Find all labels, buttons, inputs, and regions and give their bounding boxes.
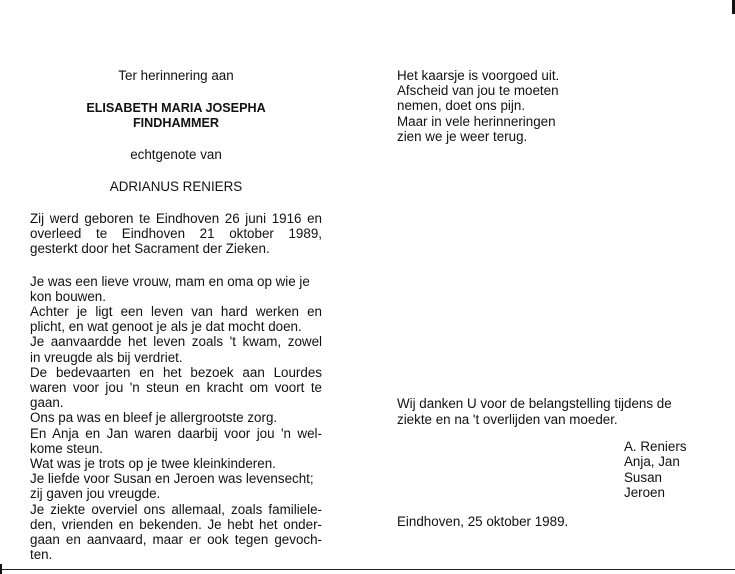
signatory: Jeroen <box>624 485 665 501</box>
signatory: Susan <box>624 469 662 485</box>
poem-line: Maar in vele herinneringen <box>397 113 556 129</box>
memory-line: gaan. <box>30 395 64 411</box>
memory-line: De bedevaarten en het bezoek aan Lourdes <box>30 364 322 380</box>
bottom-divider <box>0 569 735 570</box>
spouse-label: echtgenote van <box>130 147 222 162</box>
poem-line: Het kaarsje is voorgoed uit. <box>397 68 560 83</box>
thanks-message <box>397 396 689 427</box>
bottom-crop-mark <box>0 564 2 574</box>
memory-line: ten. <box>30 547 53 563</box>
poem-line: Afscheid van jou te moeten <box>397 83 559 99</box>
deceased-name-line-2: FINDHAMMER <box>132 116 220 130</box>
memory-line: Je was een lieve vrouw, mam en oma op wie je <box>30 273 310 289</box>
spouse-name: ADRIANUS RENIERS <box>109 179 243 194</box>
memory-line: waren voor jou 'n steun en kracht om voort te <box>30 380 322 396</box>
memory-line: plicht, en wat genoot je als je dat mocht doen. <box>30 319 302 335</box>
deceased-name-line-1: ELISABETH MARIA JOSEPHA <box>86 101 266 115</box>
memory-line: Ons pa was en bleef je allergrootste zorg. <box>30 410 278 426</box>
poem-line: zien we je weer terug. <box>397 128 528 144</box>
birth-line: gesterkt door het Sacrament der Zieken. <box>30 241 270 257</box>
memory-line: zij gaven jou vreugde. <box>30 486 161 502</box>
poem <box>397 68 697 144</box>
poem-line: nemen, doet ons pijn. <box>397 98 526 114</box>
birth-death-paragraph <box>30 211 322 257</box>
memory-line: Je liefde voor Susan en Jeroen was levensecht; <box>30 471 314 487</box>
memory-line: den, vrienden en bekenden. Je hebt het onder- <box>30 516 322 532</box>
thanks-line: ziekte en na 't overlijden van moeder. <box>397 411 618 427</box>
memory-line: En Anja en Jan waren daarbij voor jou 'n wel- <box>30 425 322 441</box>
memory-line: Wat was je trots op je twee kleinkinderen. <box>30 456 276 472</box>
birth-line: Zij werd geboren te Eindhoven 26 juni 1916 en <box>30 211 322 226</box>
left-column <box>30 68 322 562</box>
memory-line: gaan en aanvaard, maar er ook tegen gevoch- <box>30 532 322 548</box>
memory-line: Je aanvaardde het leven zoals 't kwam, zowel <box>30 334 322 350</box>
right-column <box>397 68 697 529</box>
memory-line: in vreugde als bij verdriet. <box>30 349 183 365</box>
memory-line: kon bouwen. <box>30 288 106 304</box>
memory-line: Je ziekte overviel ons allemaal, zoals familiele- <box>30 501 322 517</box>
signatories <box>624 439 687 501</box>
signatory: A. Reniers <box>624 439 687 454</box>
memory-paragraph <box>30 274 322 563</box>
intro-text: Ter herinnering aan <box>118 68 234 83</box>
deceased-name <box>30 101 322 131</box>
place-date: Eindhoven, 25 oktober 1989. <box>397 514 569 529</box>
signatory: Anja, Jan <box>624 454 680 470</box>
memory-line: Achter je ligt een leven van hard werken en <box>30 304 322 320</box>
thanks-line: Wij danken U voor de belangstelling tijdens de <box>397 396 672 411</box>
birth-line: overleed te Eindhoven 21 oktober 1989, <box>30 226 322 242</box>
memory-line: kome steun. <box>30 440 103 456</box>
